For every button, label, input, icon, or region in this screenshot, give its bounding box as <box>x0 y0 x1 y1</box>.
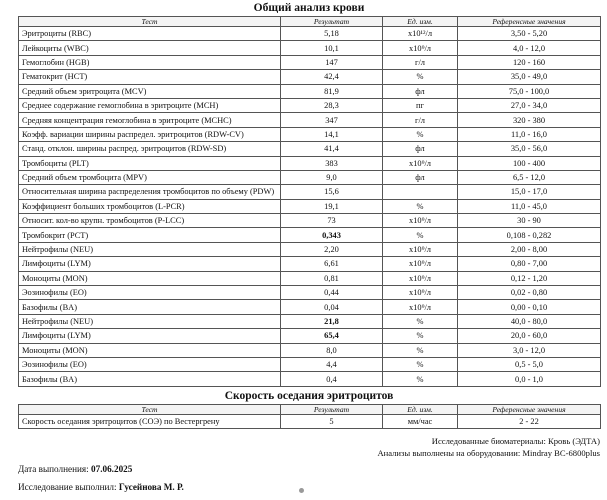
row-unit: пг <box>383 98 458 112</box>
page-indicator-dot <box>299 488 304 493</box>
row-test: Базофилы (BA) <box>19 300 281 314</box>
row-unit: % <box>383 70 458 84</box>
table-row <box>19 414 601 428</box>
row-test: Коэффициент больших тромбоцитов (L-PCR) <box>19 199 281 213</box>
table-row <box>19 113 601 127</box>
table-header-row <box>19 17 601 27</box>
table-row <box>19 142 601 156</box>
table-row <box>19 343 601 357</box>
row-test: Тромбоциты (PLT) <box>19 156 281 170</box>
row-result: 0,04 <box>281 300 383 314</box>
row-result: 0,4 <box>281 372 383 386</box>
row-test: Станд. отклон. ширины распред. эритроцитов (RDW-SD) <box>19 142 281 156</box>
performer-label: Исследование выполнил: <box>18 482 117 493</box>
row-ref: 15,0 - 17,0 <box>458 185 601 199</box>
row-result: 19,1 <box>281 199 383 213</box>
table-row <box>19 185 601 199</box>
row-ref: 0,02 - 0,80 <box>458 286 601 300</box>
row-test: Лейкоциты (WBC) <box>19 41 281 55</box>
table-row <box>19 170 601 184</box>
row-test: Среднее содержание гемоглобина в эритроците (MCH) <box>19 98 281 112</box>
row-test: Нейтрофилы (NEU) <box>19 314 281 328</box>
row-unit: % <box>383 329 458 343</box>
table-row <box>19 199 601 213</box>
row-unit: x10⁹/л <box>383 41 458 55</box>
row-ref: 11,0 - 16,0 <box>458 127 601 141</box>
row-ref: 20,0 - 60,0 <box>458 329 601 343</box>
table-row <box>19 41 601 55</box>
row-result: 15,6 <box>281 185 383 199</box>
row-test: Средняя концентрация гемоглобина в эритроците (MCHC) <box>19 113 281 127</box>
esr-result: 5 <box>281 414 383 428</box>
table-row <box>19 84 601 98</box>
table-row <box>19 127 601 141</box>
row-result: 81,9 <box>281 84 383 98</box>
row-ref: 0,80 - 7,00 <box>458 257 601 271</box>
row-result: 21,8 <box>281 314 383 328</box>
esr-test: Скорость оседания эритроцитов (СОЭ) по Вестергрену <box>19 414 281 428</box>
table-row <box>19 156 601 170</box>
row-unit: % <box>383 343 458 357</box>
row-result: 0,44 <box>281 286 383 300</box>
esr-ref: 2 - 22 <box>458 414 601 428</box>
esr-title: Скорость оседания эритроцитов <box>224 389 394 402</box>
row-test: Относительная ширина распределения тромбоцитов по объему (PDW) <box>19 185 281 199</box>
row-test: Эритроциты (RBC) <box>19 27 281 41</box>
row-unit: % <box>383 228 458 242</box>
equipment-note: Анализы выполнены на оборудовании: Mindray BC-6800plus <box>377 448 600 459</box>
row-ref: 0,5 - 5,0 <box>458 357 601 371</box>
row-result: 2,20 <box>281 242 383 256</box>
performer-line <box>18 480 600 494</box>
row-test: Эозинофилы (EO) <box>19 357 281 371</box>
row-unit: г/л <box>383 113 458 127</box>
row-test: Лимфоциты (LYM) <box>19 329 281 343</box>
table-row <box>19 314 601 328</box>
row-result: 28,3 <box>281 98 383 112</box>
row-result: 4,4 <box>281 357 383 371</box>
header-result: Результат <box>281 17 383 27</box>
row-result: 383 <box>281 156 383 170</box>
row-ref: 100 - 400 <box>458 156 601 170</box>
row-unit: x10⁹/л <box>383 271 458 285</box>
row-unit: x10⁹/л <box>383 242 458 256</box>
esr-header-ref: Референсные значения <box>458 404 601 414</box>
row-result: 41,4 <box>281 142 383 156</box>
date-label: Дата выполнения: <box>18 464 89 475</box>
row-result: 65,4 <box>281 329 383 343</box>
header-ref: Референсные значения <box>458 17 601 27</box>
row-test: Гемоглобин (HGB) <box>19 55 281 69</box>
row-unit: x10¹²/л <box>383 27 458 41</box>
row-test: Гематокрит (HCT) <box>19 70 281 84</box>
row-unit: % <box>383 372 458 386</box>
row-ref: 3,0 - 12,0 <box>458 343 601 357</box>
row-ref: 30 - 90 <box>458 214 601 228</box>
esr-header-test: Тест <box>19 404 281 414</box>
report-title: Общий анализ крови <box>253 2 365 14</box>
row-ref: 2,00 - 8,00 <box>458 242 601 256</box>
row-ref: 0,0 - 1,0 <box>458 372 601 386</box>
row-ref: 0,00 - 0,10 <box>458 300 601 314</box>
row-test: Моноциты (MON) <box>19 343 281 357</box>
header-test: Тест <box>19 17 281 27</box>
table-row <box>19 357 601 371</box>
biomaterial-note: Исследованные биоматериалы: Кровь (ЭДТА) <box>431 436 600 447</box>
row-ref: 3,50 - 5,20 <box>458 27 601 41</box>
row-result: 147 <box>281 55 383 69</box>
row-result: 0,343 <box>281 228 383 242</box>
table-row <box>19 242 601 256</box>
date-value: 07.06.2025 <box>91 464 133 475</box>
row-ref: 6,5 - 12,0 <box>458 170 601 184</box>
row-ref: 0,12 - 1,20 <box>458 271 601 285</box>
esr-header-row <box>19 404 601 414</box>
row-result: 5,18 <box>281 27 383 41</box>
row-test: Относит. кол-во крупн. тромбоцитов (P-LCC) <box>19 214 281 228</box>
row-unit: x10⁹/л <box>383 214 458 228</box>
table-row <box>19 214 601 228</box>
row-unit: фл <box>383 142 458 156</box>
row-test: Базофилы (BA) <box>19 372 281 386</box>
date-line <box>18 462 600 476</box>
row-result: 42,4 <box>281 70 383 84</box>
row-test: Лимфоциты (LYM) <box>19 257 281 271</box>
row-unit <box>383 185 458 199</box>
row-test: Эозинофилы (EO) <box>19 286 281 300</box>
row-test: Коэфф. вариации ширины распредел. эритроцитов (RDW-CV) <box>19 127 281 141</box>
row-unit: x10⁹/л <box>383 300 458 314</box>
row-result: 10,1 <box>281 41 383 55</box>
row-result: 73 <box>281 214 383 228</box>
row-unit: г/л <box>383 55 458 69</box>
table-row <box>19 286 601 300</box>
row-ref: 40,0 - 80,0 <box>458 314 601 328</box>
row-test: Средний объем эритроцита (MCV) <box>19 84 281 98</box>
table-row <box>19 70 601 84</box>
table-row <box>19 27 601 41</box>
row-unit: фл <box>383 170 458 184</box>
table-row <box>19 300 601 314</box>
row-unit: % <box>383 314 458 328</box>
row-result: 6,61 <box>281 257 383 271</box>
esr-unit: мм/час <box>383 414 458 428</box>
row-ref: 4,0 - 12,0 <box>458 41 601 55</box>
table-row <box>19 271 601 285</box>
cbc-table <box>18 16 601 387</box>
performer-value: Гусейнова М. Р. <box>118 482 184 493</box>
row-result: 8,0 <box>281 343 383 357</box>
row-ref: 35,0 - 56,0 <box>458 142 601 156</box>
table-row <box>19 257 601 271</box>
row-unit: фл <box>383 84 458 98</box>
lab-report <box>18 0 600 494</box>
row-unit: x10⁹/л <box>383 286 458 300</box>
row-test: Нейтрофилы (NEU) <box>19 242 281 256</box>
table-row <box>19 55 601 69</box>
table-row <box>19 228 601 242</box>
row-ref: 35,0 - 49,0 <box>458 70 601 84</box>
table-row <box>19 329 601 343</box>
row-ref: 75,0 - 100,0 <box>458 84 601 98</box>
row-ref: 320 - 380 <box>458 113 601 127</box>
row-ref: 11,0 - 45,0 <box>458 199 601 213</box>
row-test: Средний объем тромбоцита (MPV) <box>19 170 281 184</box>
table-row <box>19 372 601 386</box>
table-row <box>19 98 601 112</box>
row-ref: 27,0 - 34,0 <box>458 98 601 112</box>
row-unit: x10⁹/л <box>383 156 458 170</box>
row-result: 9,0 <box>281 170 383 184</box>
esr-header-unit: Ед. изм. <box>383 404 458 414</box>
row-unit: % <box>383 127 458 141</box>
esr-table <box>18 404 601 429</box>
cbc-table-body <box>19 27 601 387</box>
row-result: 347 <box>281 113 383 127</box>
row-unit: % <box>383 199 458 213</box>
esr-header-result: Результат <box>281 404 383 414</box>
row-ref: 120 - 160 <box>458 55 601 69</box>
header-unit: Ед. изм. <box>383 17 458 27</box>
row-test: Тромбокрит (PCT) <box>19 228 281 242</box>
row-test: Моноциты (MON) <box>19 271 281 285</box>
row-unit: % <box>383 357 458 371</box>
row-result: 0,81 <box>281 271 383 285</box>
row-result: 14,1 <box>281 127 383 141</box>
row-ref: 0,108 - 0,282 <box>458 228 601 242</box>
row-unit: x10⁹/л <box>383 257 458 271</box>
